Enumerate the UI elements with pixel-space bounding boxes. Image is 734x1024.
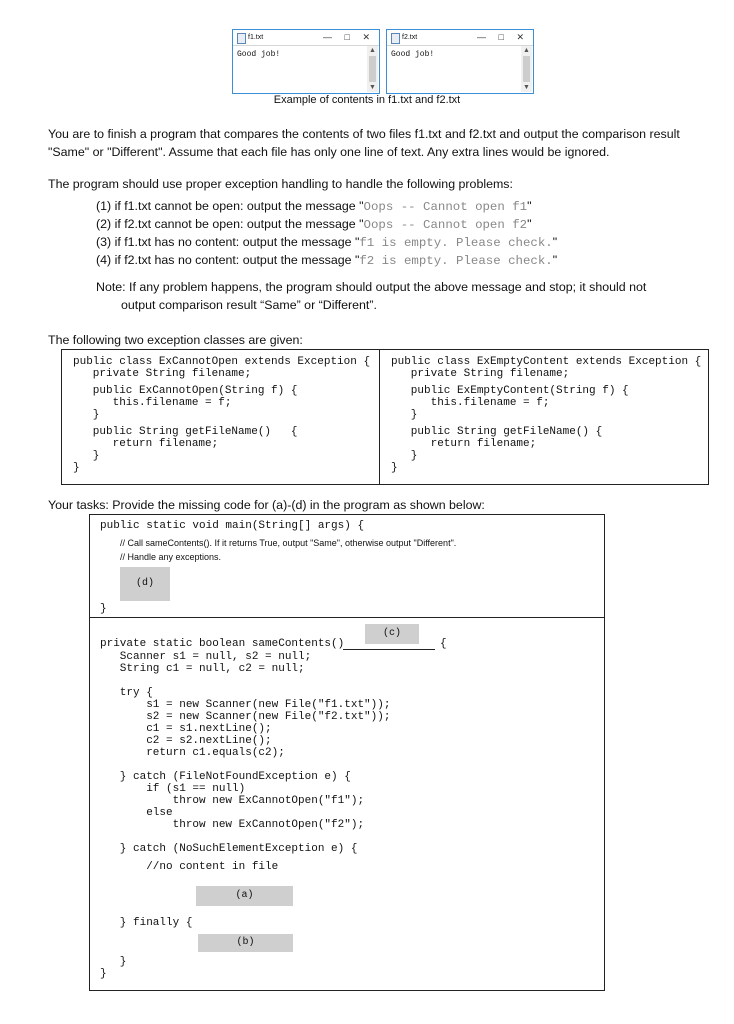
class-exemptycontent-cell	[379, 349, 709, 485]
code-line: }	[391, 462, 398, 474]
problem-text: (1) if f1.txt cannot be open: output the message "	[96, 199, 364, 213]
code-line: c1 = s1.nextLine();	[100, 723, 272, 735]
samecontents-method-cell	[89, 617, 605, 991]
blank-a: (a)	[196, 886, 293, 906]
window-controls[interactable]: — □ ✕	[323, 32, 375, 42]
intro-paragraph: You are to finish a program that compares the contents of two files f1.txt and f2.txt and output the comparison result "Same" or "Different". Assume that each file has only one line of text. Any extra lines would be ignored.	[48, 127, 680, 159]
quote-mark: "	[527, 199, 532, 213]
class-excannotopen-code	[73, 356, 370, 474]
notepad-window-f2	[386, 29, 534, 94]
scroll-up-icon[interactable]: ▲	[369, 47, 376, 54]
code-line: try {	[100, 687, 153, 699]
code-line: //no content in file	[100, 861, 279, 873]
problem-item-3	[96, 233, 557, 252]
code-line: if (s1 == null)	[100, 783, 246, 795]
main-comment-1: // Call sameContents(). If it returns True, output "Same", otherwise output "Different".	[120, 538, 457, 548]
scrollbar[interactable]	[521, 46, 532, 92]
code-line: }	[73, 409, 100, 421]
code-line: }	[100, 956, 127, 968]
code-line: }	[73, 450, 100, 462]
quote-mark: "	[552, 253, 558, 267]
code-line	[100, 831, 390, 843]
closing-braces	[100, 956, 126, 980]
problem-message: Oops -- Cannot open f2	[363, 218, 528, 232]
problem-item-4	[96, 251, 557, 270]
window-title: f2.txt	[402, 34, 418, 41]
code-line: String c1 = null, c2 = null;	[100, 663, 305, 675]
blank-c: (c)	[365, 624, 419, 644]
open-brace: {	[440, 638, 447, 650]
code-line: public ExCannotOpen(String f) {	[73, 385, 298, 397]
code-line: return filename;	[391, 438, 537, 450]
quote-mark: "	[527, 217, 532, 231]
samecontents-body	[100, 651, 390, 873]
classes-intro: The following two exception classes are given:	[48, 333, 303, 347]
code-line: throw new ExCannotOpen("f2");	[100, 819, 365, 831]
notepad-file-icon	[391, 33, 400, 44]
code-line: else	[100, 807, 173, 819]
problem-text: (2) if f2.txt cannot be open: output the message "	[96, 217, 364, 231]
window-title: f1.txt	[248, 34, 264, 41]
blank-b: (b)	[198, 934, 293, 952]
finally-line: } finally {	[100, 917, 193, 929]
blank-d: (d)	[120, 567, 170, 601]
class-excannotopen-cell	[61, 349, 380, 485]
scroll-up-icon[interactable]: ▲	[523, 47, 530, 54]
window-content: Good job!	[391, 50, 435, 59]
code-line: }	[391, 409, 418, 421]
tasks-intro: Your tasks: Provide the missing code for (a)-(d) in the program as shown below:	[48, 498, 485, 512]
code-line: }	[73, 462, 80, 474]
code-line: } catch (NoSuchElementException e) {	[100, 843, 358, 855]
code-line: return c1.equals(c2);	[100, 747, 285, 759]
scroll-thumb[interactable]	[523, 56, 530, 82]
scroll-down-icon[interactable]: ▼	[523, 84, 530, 91]
problem-message: f1 is empty. Please check.	[359, 236, 553, 250]
code-line: return filename;	[73, 438, 219, 450]
code-line: Scanner s1 = null, s2 = null;	[100, 651, 312, 663]
code-line: public class ExCannotOpen extends Exception {	[73, 356, 371, 368]
main-close-brace: }	[100, 603, 107, 615]
main-method-cell	[89, 514, 605, 619]
window-controls[interactable]: — □ ✕	[477, 32, 529, 42]
notepad-file-icon	[237, 33, 246, 44]
notepad-window-f1	[232, 29, 380, 94]
window-titlebar	[233, 30, 379, 46]
code-line: this.filename = f;	[73, 397, 232, 409]
code-line: public String getFileName() {	[391, 426, 603, 438]
problem-text: (3) if f1.txt has no content: output the message "	[96, 235, 360, 249]
scroll-down-icon[interactable]: ▼	[369, 84, 376, 91]
code-line: public ExEmptyContent(String f) {	[391, 385, 629, 397]
code-line: }	[100, 968, 107, 980]
samecontents-signature: private static boolean sameContents()	[100, 638, 351, 650]
exception-intro: The program should use proper exception handling to handle the following problems:	[48, 177, 513, 191]
code-line: throw new ExCannotOpen("f1");	[100, 795, 365, 807]
problem-message: f2 is empty. Please check.	[359, 254, 553, 268]
main-comment-2: // Handle any exceptions.	[120, 552, 222, 562]
figure-caption: Example of contents in f1.txt and f2.txt	[273, 94, 461, 106]
problem-item-2	[96, 215, 532, 234]
note-line-1: Note: If any problem happens, the program should output the above message and stop; it should not	[96, 280, 647, 294]
window-titlebar	[387, 30, 533, 46]
scroll-thumb[interactable]	[369, 56, 376, 82]
code-line: s1 = new Scanner(new File("f1.txt"));	[100, 699, 391, 711]
window-content: Good job!	[237, 50, 281, 59]
scrollbar[interactable]	[367, 46, 378, 92]
code-line	[100, 759, 390, 771]
code-line: public class ExEmptyContent extends Exception {	[391, 356, 702, 368]
quote-mark: "	[552, 235, 558, 249]
code-line: private String filename;	[391, 368, 570, 380]
code-line: }	[391, 450, 418, 462]
code-line	[100, 675, 390, 687]
code-line: private String filename;	[73, 368, 252, 380]
main-signature: public static void main(String[] args) {	[100, 520, 365, 532]
code-line: } catch (FileNotFoundException e) {	[100, 771, 351, 783]
code-line: public String getFileName() {	[73, 426, 298, 438]
code-line: s2 = new Scanner(new File("f2.txt"));	[100, 711, 391, 723]
note-line-2: output comparison result “Same” or “Different”.	[121, 298, 377, 312]
problem-message: Oops -- Cannot open f1	[363, 200, 528, 214]
problem-item-1	[96, 197, 532, 216]
code-line: c2 = s2.nextLine();	[100, 735, 272, 747]
blank-c-underline	[343, 649, 435, 650]
code-line: this.filename = f;	[391, 397, 550, 409]
problem-text: (4) if f2.txt has no content: output the message "	[96, 253, 360, 267]
class-exemptycontent-code	[391, 356, 701, 474]
